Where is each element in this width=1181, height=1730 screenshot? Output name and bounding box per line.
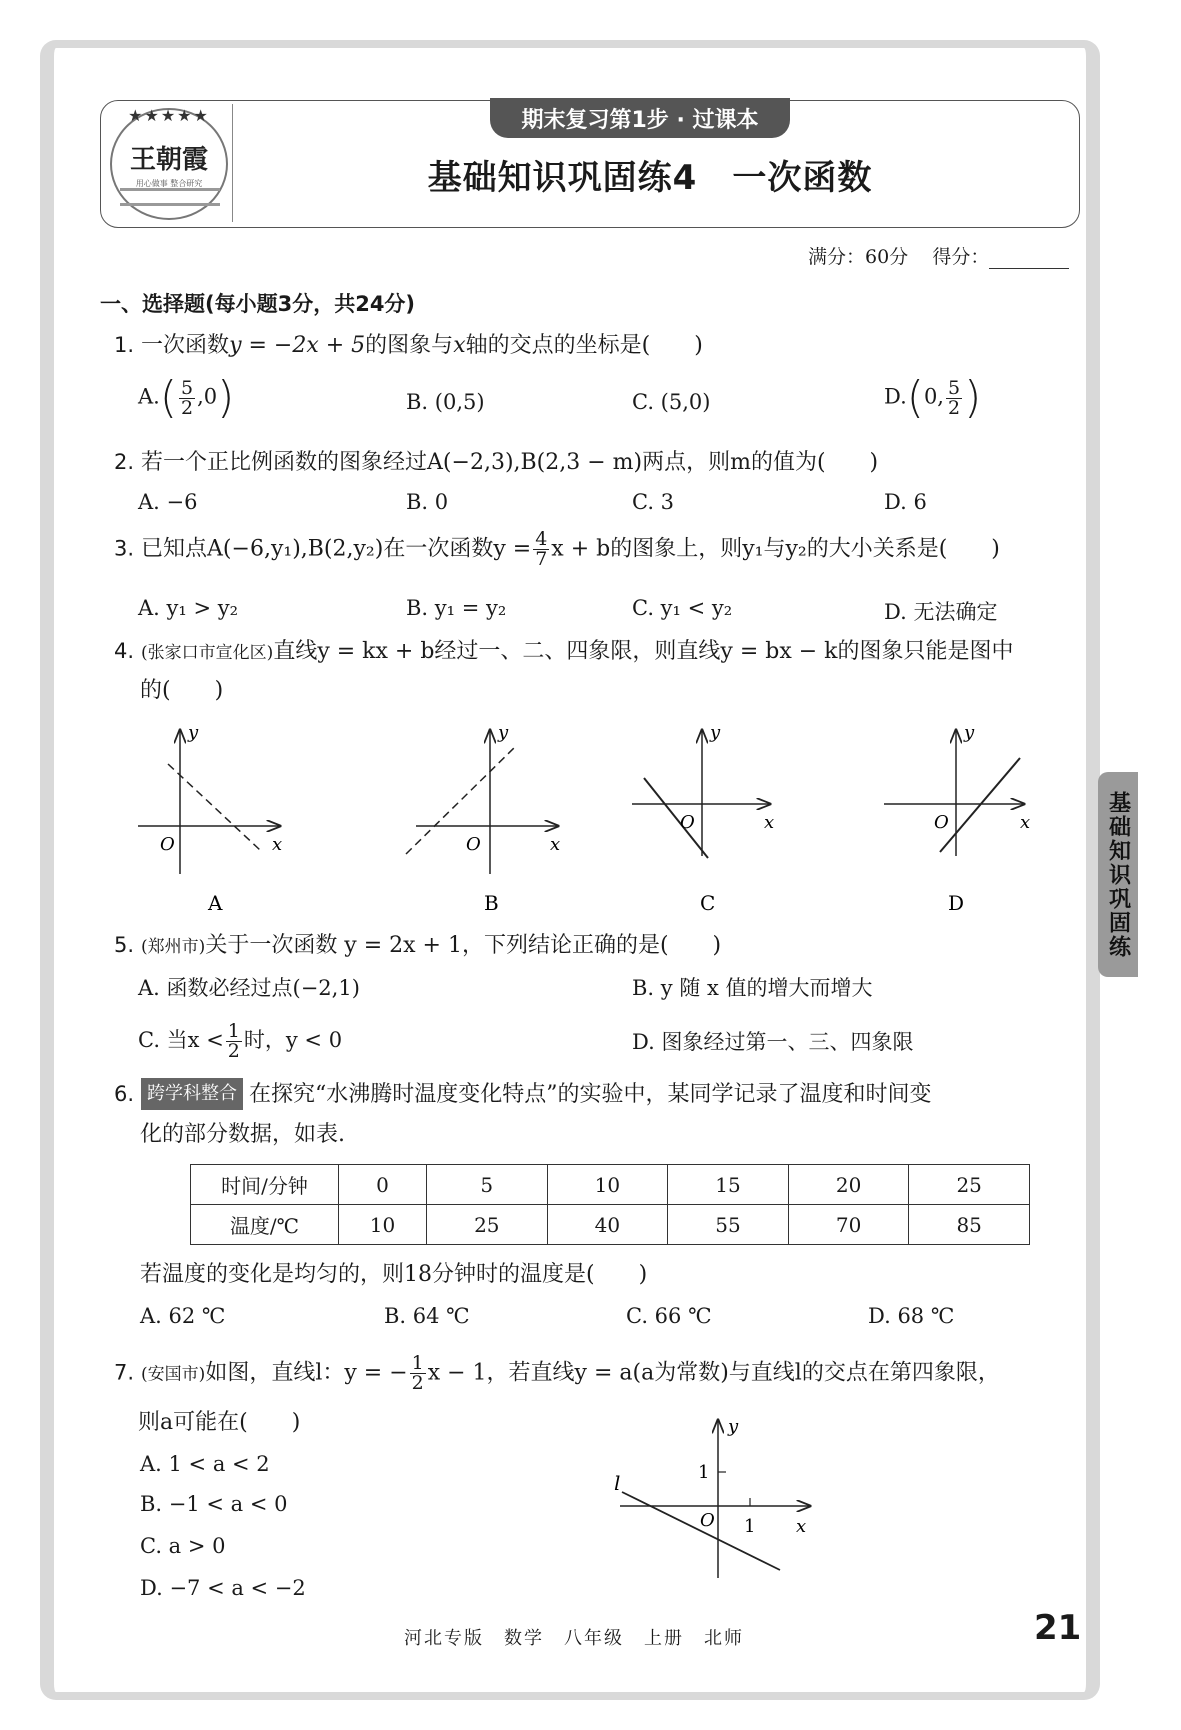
section-heading: 一、选择题(每小题3分，共24分): [100, 292, 416, 316]
svg-text:O: O: [466, 834, 481, 855]
svg-text:y: y: [188, 722, 199, 743]
question-6: 6. 跨学科整合 在探究“水沸腾时温度变化特点”的实验中，某同学记录了温度和时间变: [114, 1078, 932, 1110]
q3-option-a[interactable]: A. y₁ > y₂: [138, 596, 239, 620]
q2-option-d[interactable]: D. 6: [884, 490, 927, 514]
line-c: [644, 778, 708, 858]
q6-option-b[interactable]: B. 64 ℃: [384, 1304, 470, 1328]
line-d: [940, 758, 1020, 852]
question-4: 4. (张家口市宣化区)直线y = kx + b经过一、二、四象限，则直线y = bx − k的图象只能是图中: [114, 639, 1014, 664]
svg-text:1: 1: [744, 1516, 756, 1537]
q1-option-a[interactable]: A.( $\frac{5}{2}$ ,0): [138, 372, 235, 423]
graph-c[interactable]: [632, 722, 774, 915]
svg-text:C: C: [700, 891, 716, 915]
graph-a[interactable]: [138, 722, 282, 915]
header-tab: 期末复习第1步 · 过课本: [490, 98, 790, 138]
q7-option-d[interactable]: D. −7 < a < −2: [140, 1576, 306, 1600]
q6-option-d[interactable]: D. 68 ℃: [868, 1304, 955, 1328]
graph-d[interactable]: [884, 722, 1030, 915]
svg-text:A: A: [208, 891, 223, 915]
svg-text:D: D: [948, 891, 965, 915]
q2-option-b[interactable]: B. 0: [406, 490, 449, 514]
q2-option-c[interactable]: C. 3: [632, 490, 675, 514]
svg-text:B: B: [484, 891, 499, 915]
svg-text:l: l: [614, 1471, 621, 1495]
question-4-cont: 的( ): [140, 678, 224, 703]
svg-text:x: x: [1020, 812, 1031, 833]
q4-graphs: [120, 718, 1060, 918]
question-2: 2. 若一个正比例函数的图象经过A(−2,3),B(2,3 − m)两点，则m的值为( ): [114, 450, 879, 475]
q6-option-c[interactable]: C. 66 ℃: [626, 1304, 712, 1328]
svg-text:y: y: [498, 722, 509, 743]
score-label: 得分：: [932, 246, 990, 268]
score-blank: [989, 247, 1069, 269]
q7-option-c[interactable]: C. a > 0: [140, 1534, 226, 1558]
side-tab[interactable]: 基础知识巩固练: [1098, 772, 1138, 977]
graph-b[interactable]: [406, 722, 560, 915]
footer: 河北专版 数学 八年级 上册 北师: [404, 1628, 744, 1649]
question-6-ask: 若温度的变化是均匀的，则18分钟时的温度是( ): [140, 1262, 648, 1287]
question-7-cont: 则a可能在( ): [138, 1410, 301, 1435]
svg-text:O: O: [680, 812, 695, 833]
q3-option-d[interactable]: D. 无法确定: [884, 600, 998, 624]
svg-text:O: O: [160, 834, 175, 855]
svg-text:y: y: [964, 722, 975, 743]
header-divider: [232, 104, 233, 222]
svg-text:x: x: [272, 834, 283, 855]
svg-text:O: O: [934, 812, 949, 833]
svg-text:O: O: [700, 1510, 715, 1531]
q3-option-b[interactable]: B. y₁ = y₂: [406, 596, 507, 620]
line-b: [406, 746, 516, 854]
q5-option-d[interactable]: D. 图象经过第一、三、四象限: [632, 1030, 914, 1054]
publisher-logo: ★★★★★ 王朝霞 用心做事 整合研究: [110, 108, 228, 220]
q7-option-a[interactable]: A. 1 < a < 2: [140, 1452, 270, 1476]
table-row: 温度/℃ 10 25 40 55 70 85: [191, 1205, 1030, 1245]
q5-option-c[interactable]: C. 当x < $\frac{1}{2}$ 时，y < 0: [138, 1020, 343, 1062]
svg-text:y: y: [710, 722, 721, 743]
line-a: [168, 764, 260, 850]
q1-option-c[interactable]: C. (5,0): [632, 390, 711, 414]
q3-option-c[interactable]: C. y₁ < y₂: [632, 596, 733, 620]
svg-text:x: x: [764, 812, 775, 833]
page-title: 基础知识巩固练4 一次函数: [427, 158, 873, 198]
table-row: 时间/分钟 0 5 10 15 20 25: [191, 1165, 1030, 1205]
q6-option-a[interactable]: A. 62 ℃: [140, 1304, 226, 1328]
line-l: [622, 1492, 780, 1570]
full-score: 满分：60分: [808, 246, 909, 268]
q5-option-b[interactable]: B. y 随 x 值的增大而增大: [632, 976, 873, 1000]
data-table: [190, 1164, 1030, 1245]
q1-option-d[interactable]: D.(0, $\frac{5}{2}$ ): [884, 372, 982, 423]
question-1: 1. 一次函数y = −2x + 5的图象与x轴的交点的坐标是( ): [114, 333, 703, 358]
question-3: 3. 已知点A(−6,y₁),B(2,y₂)在一次函数y = $\frac{4}{7}$ x + b的图象上，则y₁与y₂的大小关系是( ): [114, 528, 1000, 570]
q7-option-b[interactable]: B. −1 < a < 0: [140, 1492, 288, 1516]
question-7: 7. (安国市)如图，直线l：y = − $\frac{1}{2}$ x − 1，若直线y = a(a为常数)与直线l的交点在第四象限，: [114, 1352, 1000, 1394]
svg-text:x: x: [550, 834, 561, 855]
svg-text:y: y: [728, 1416, 739, 1437]
svg-text:1: 1: [698, 1462, 710, 1483]
question-5: 5. (郑州市)关于一次函数 y = 2x + 1，下列结论正确的是( ): [114, 933, 722, 958]
wave-decoration: [120, 188, 220, 206]
q5-option-a[interactable]: A. 函数必经过点(−2,1): [138, 976, 360, 1000]
q7-graph: [600, 1410, 830, 1580]
question-6-cont: 化的部分数据，如表.: [140, 1122, 345, 1147]
q2-option-a[interactable]: A. −6: [138, 490, 198, 514]
stars-icon: ★★★★★: [128, 106, 210, 125]
badge-interdisciplinary: 跨学科整合: [141, 1078, 243, 1110]
q1-option-b[interactable]: B. (0,5): [406, 390, 485, 414]
svg-text:x: x: [796, 1516, 807, 1537]
score-line: [808, 242, 1069, 269]
page-number: 21: [1034, 1608, 1082, 1648]
